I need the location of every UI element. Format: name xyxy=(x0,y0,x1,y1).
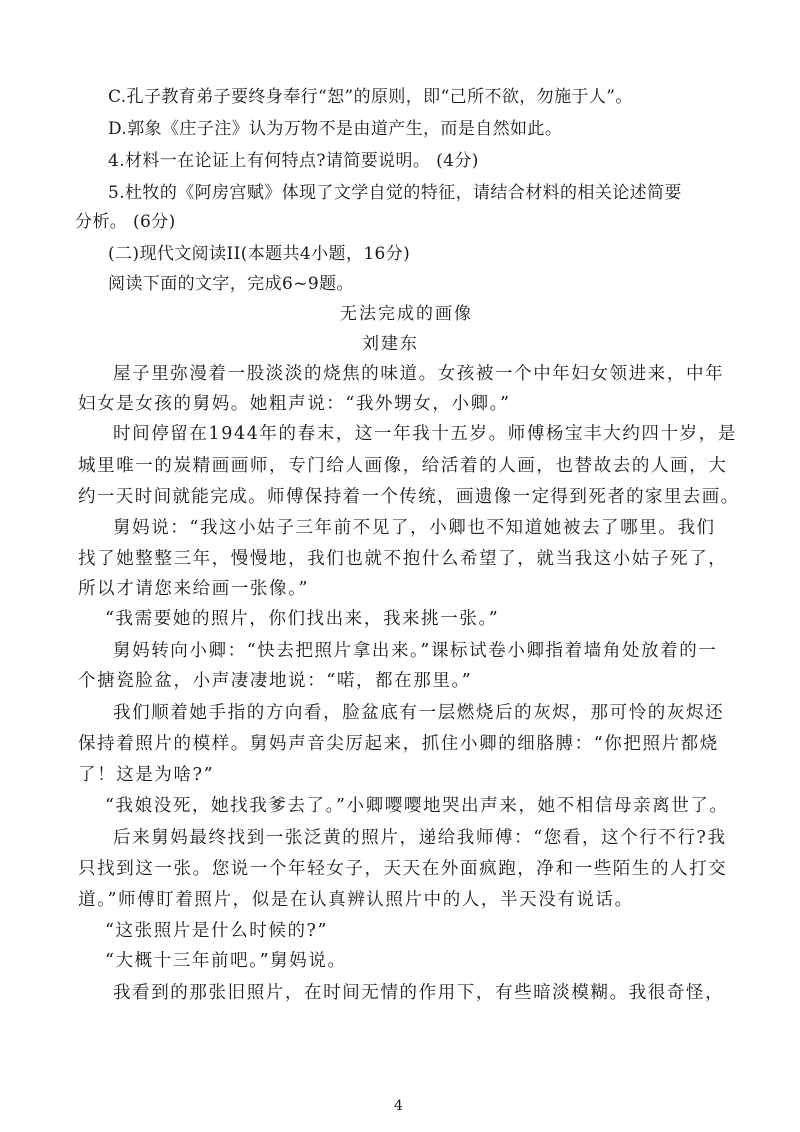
article-line: 时间停留在1944年的春末，这一年我十五岁。师傅杨宝丰大约四十岁，是 xyxy=(113,424,737,444)
section-heading: (二)现代文阅读II(本题共4小题，16分) xyxy=(108,244,411,264)
article-line: 了！这是为啥?” xyxy=(78,765,215,785)
article-line: “我娘没死，她找我爹去了。”小卿嘤嘤地哭出声来，她不相信母亲离世了。 xyxy=(105,796,729,816)
article-line: 城里唯一的炭精画画师，专门给人画像，给活着的人画，也替故去的人画，大 xyxy=(78,456,728,476)
question-5-line-2: 分析。 (6分) xyxy=(75,212,176,232)
article-line: 道。”师傅盯着照片，似是在认真辨认照片中的人，半天没有说话。 xyxy=(78,890,634,910)
article-line: “这张照片是什么时候的?” xyxy=(105,921,329,941)
option-d: D.郭象《庄子注》认为万物不是由道产生，而是自然如此。 xyxy=(108,119,563,139)
article-line: 我看到的那张旧照片，在时间无情的作用下，有些暗淡模糊。我很奇怪， xyxy=(113,983,725,1003)
article-line: 个搪瓷脸盆，小声凄凄地说：“喏，都在那里。” xyxy=(78,671,473,691)
article-line: 找了她整整三年，慢慢地，我们也就不抱什么希望了，就当我这小姑子死了， xyxy=(78,549,728,569)
article-line: 后来舅妈最终找到一张泛黄的照片，递给我师傅：“您看，这个行不行?我 xyxy=(113,828,727,848)
option-c: C.孔子教育弟子要终身奉行“恕”的原则，即“己所不欲，勿施于人”。 xyxy=(108,87,633,107)
article-line: “我需要她的照片，你们找出来，我来挑一张。” xyxy=(105,609,500,629)
article-author: 刘建东 xyxy=(362,334,419,354)
article-line: 约一天时间就能完成。师傅保持着一个传统，画遗像一定得到死者的家里去画。 xyxy=(78,487,740,507)
article-line: “大概十三年前吧。”舅妈说。 xyxy=(105,951,347,971)
question-5-line-1: 5.杜牧的《阿房宫赋》体现了文学自觉的特征，请结合材料的相关论述简要 xyxy=(108,183,682,203)
article-line: 妇女是女孩的舅妈。她粗声说：“我外甥女，小卿。” xyxy=(78,394,511,414)
article-title: 无法完成的画像 xyxy=(340,304,473,324)
article-line: 我们顺着她手指的方向看，脸盆底有一层燃烧后的灰烬，那可怜的灰烬还 xyxy=(113,703,725,723)
article-line: 舅妈转向小卿：“快去把照片拿出来。”课标试卷小卿指着墙角处放着的一 xyxy=(113,641,718,661)
page-number: 4 xyxy=(394,1098,403,1114)
article-line: 屋子里弥漫着一股淡淡的烧焦的味道。女孩被一个中年妇女领进来，中年 xyxy=(113,364,725,384)
article-line: 保持着照片的模样。舅妈声音尖厉起来，抓住小卿的细胳膊：“你把照片都烧 xyxy=(78,734,719,754)
section-instruction: 阅读下面的文字，完成6~9题。 xyxy=(108,274,354,294)
question-4: 4.材料一在论证上有何特点?请简要说明。 (4分) xyxy=(108,151,479,171)
article-line: 所以才请您来给画一张像。” xyxy=(78,579,309,599)
article-line: 只找到这一张。您说一个年轻女子，天天在外面疯跑，净和一些陌生的人打交 xyxy=(78,859,728,879)
article-line: 舅妈说：“我这小姑子三年前不见了，小卿也不知道她被去了哪里。我们 xyxy=(113,518,716,538)
